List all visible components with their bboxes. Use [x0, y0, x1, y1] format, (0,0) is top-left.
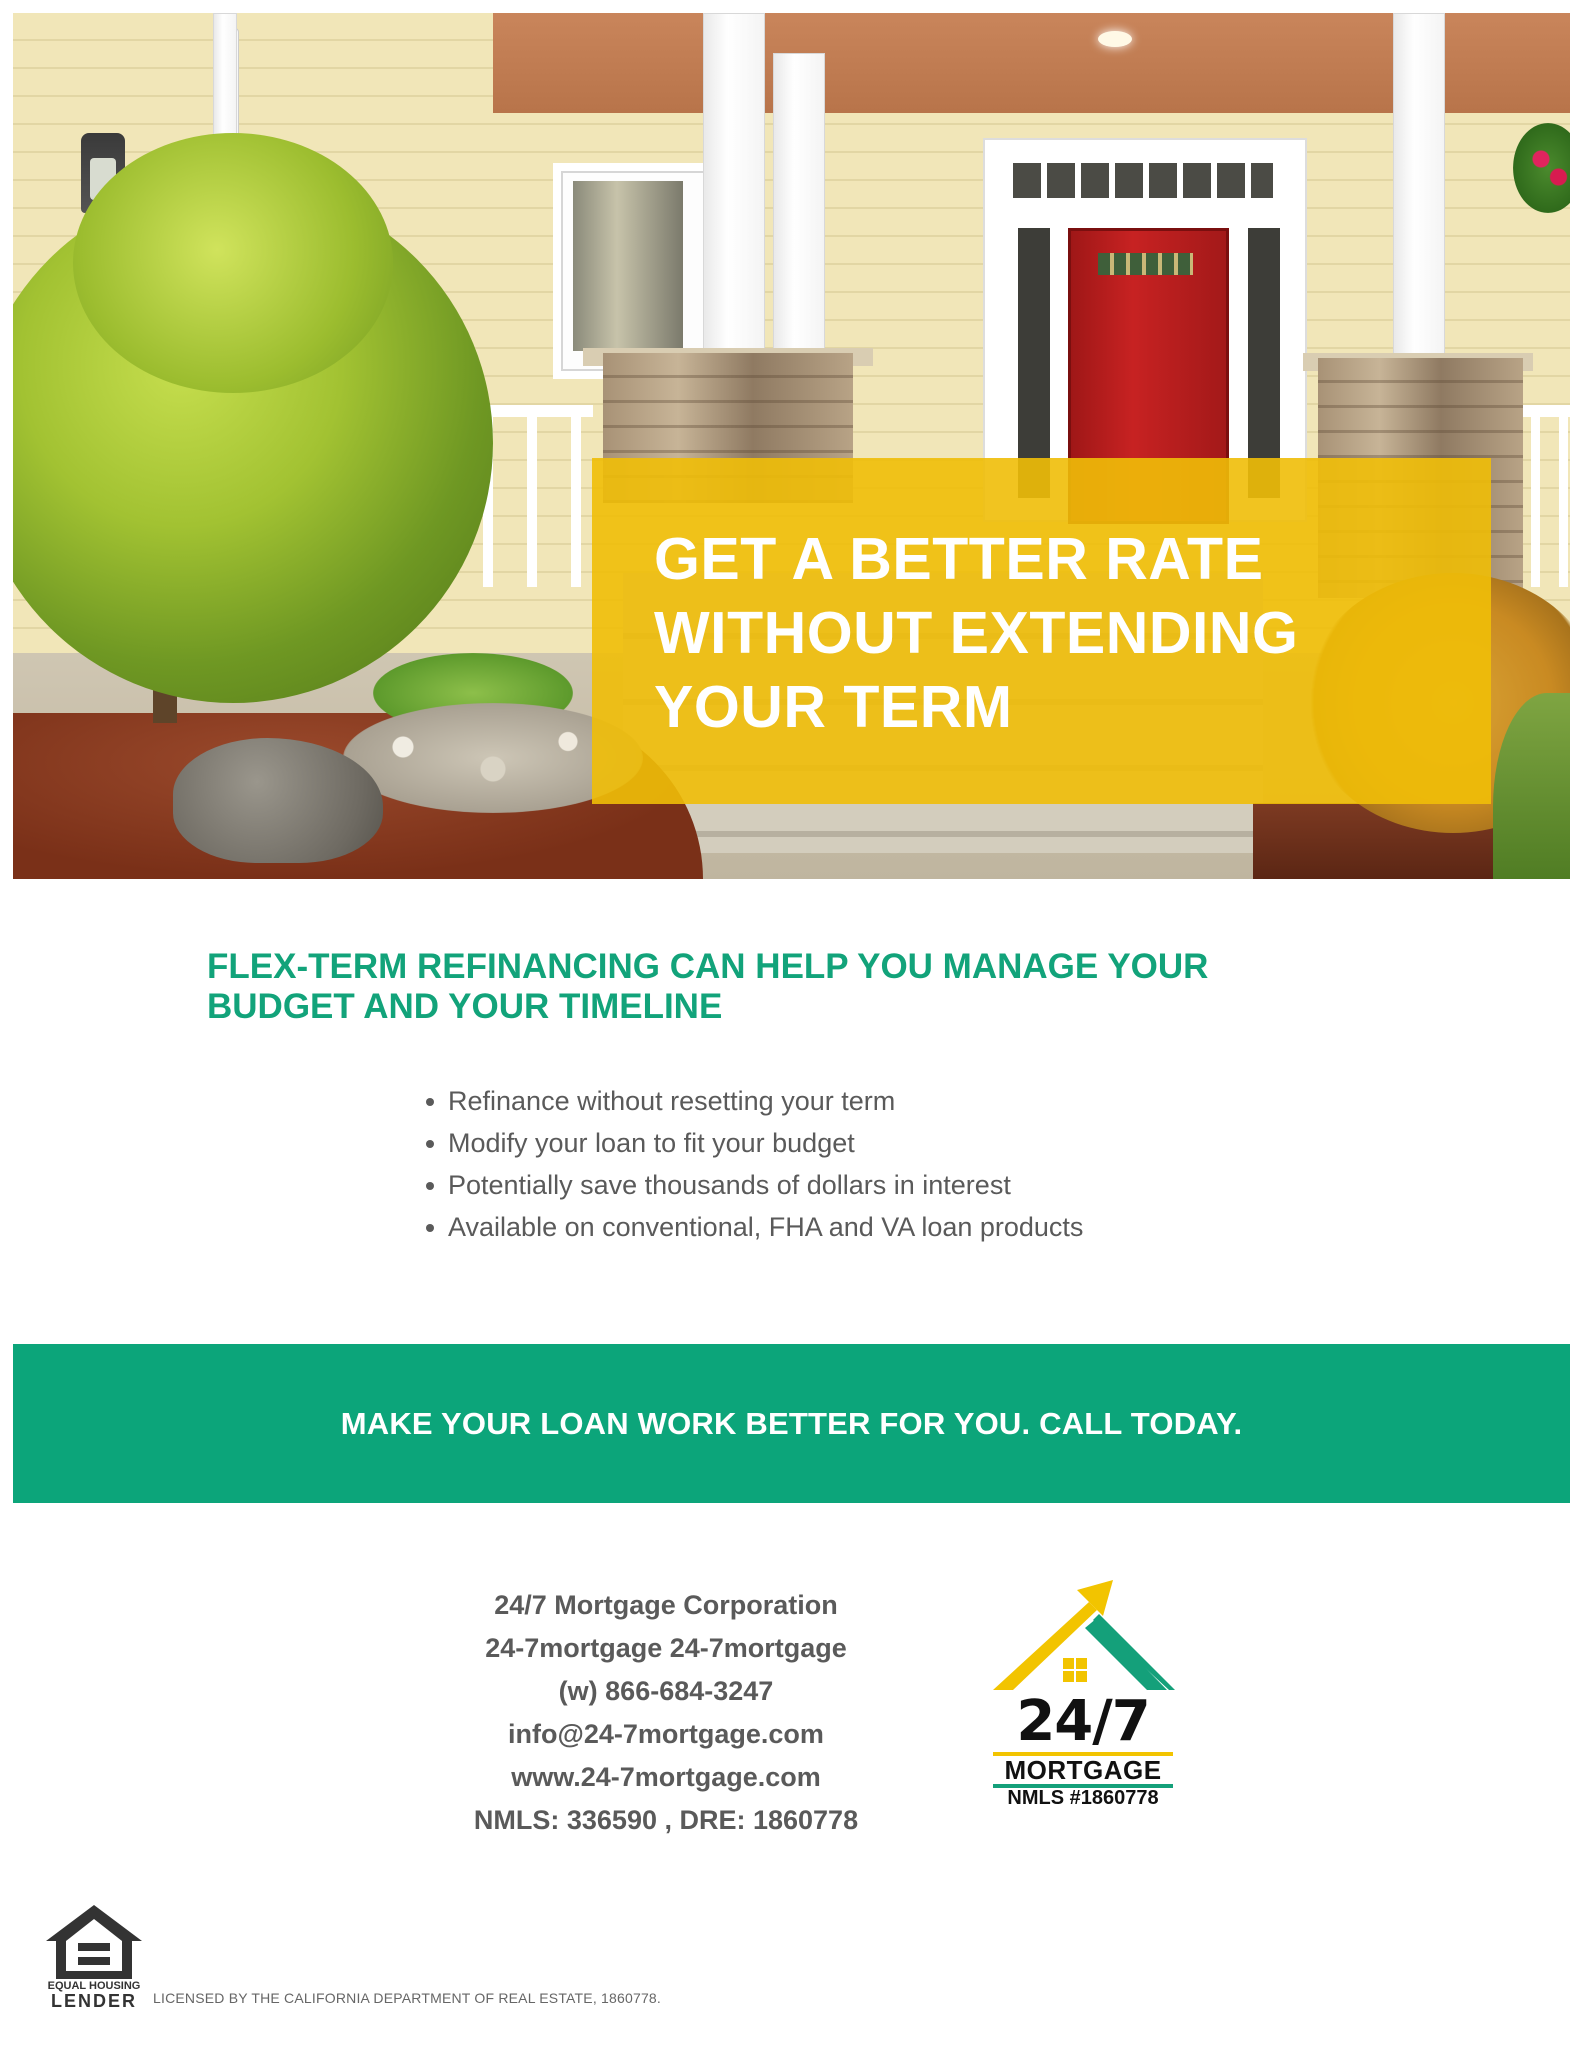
subheading-line: FLEX-TERM REFINANCING CAN HELP YOU MANAGE YOUR [207, 947, 1209, 986]
transom-window [1013, 163, 1273, 198]
headline-line: YOUR TERM [654, 674, 1013, 740]
porch-light [1098, 31, 1132, 47]
website-link[interactable]: www.24-7mortgage.com [511, 1762, 821, 1792]
subheading [207, 947, 1357, 1027]
company-name: 24/7 Mortgage Corporation [494, 1590, 838, 1620]
japanese-maple-canopy [73, 133, 393, 393]
porch-column [1393, 13, 1445, 355]
porch-column [703, 13, 765, 355]
headline-box [592, 458, 1491, 804]
social-handles[interactable]: 24-7mortgage 24-7mortgage [485, 1633, 847, 1663]
door-glass [1098, 253, 1193, 275]
equal-housing-line2: LENDER [50, 1991, 137, 2011]
equal-housing-caption [44, 1980, 144, 2010]
equal-housing-line1: EQUAL HOUSING [47, 1980, 141, 1992]
benefit-item: Refinance without resetting your term [426, 1080, 1083, 1122]
company-logo [985, 1580, 1185, 1810]
email-link[interactable]: info@24-7mortgage.com [508, 1719, 824, 1749]
cta-text: MAKE YOUR LOAN WORK BETTER FOR YOU. CALL TODAY. [340, 1405, 1243, 1441]
benefit-item: Modify your loan to fit your budget [426, 1122, 1083, 1164]
license-disclaimer: LICENSED BY THE CALIFORNIA DEPARTMENT OF REAL ESTATE, 1860778. [153, 1990, 662, 2006]
logo-mortgage-label: MORTGAGE [993, 1752, 1173, 1788]
logo-nmls: NMLS #1860778 [1007, 1787, 1159, 1809]
phone-number[interactable]: (w) 866-684-3247 [558, 1676, 774, 1706]
house-arrow-icon [985, 1580, 1185, 1700]
license-numbers: NMLS: 336590 , DRE: 1860778 [473, 1805, 859, 1835]
headline-line: GET A BETTER RATE [654, 526, 1264, 592]
contact-block [430, 1584, 902, 1842]
subheading-line: BUDGET AND YOUR TIMELINE [207, 987, 723, 1026]
cta-band [13, 1344, 1570, 1503]
headline-line: WITHOUT EXTENDING [654, 600, 1299, 666]
porch-column [773, 53, 825, 355]
benefits-list [426, 1080, 1083, 1248]
benefit-item: Potentially save thousands of dollars in interest [426, 1164, 1083, 1206]
logo-wordmark: 24/7 [1016, 1689, 1150, 1754]
window-pane [573, 181, 683, 351]
benefit-item: Available on conventional, FHA and VA loan products [426, 1206, 1083, 1248]
